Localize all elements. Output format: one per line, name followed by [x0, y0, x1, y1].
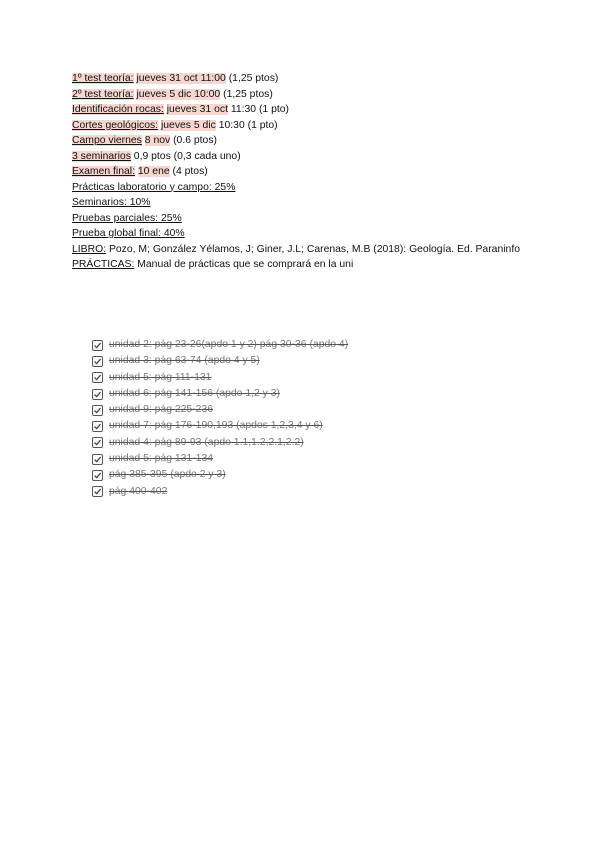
checklist-item: [92, 337, 348, 353]
schedule-label: Examen final:: [72, 166, 135, 177]
schedule-label: Cortes geológicos:: [72, 119, 159, 131]
schedule-rest: 0,9 ptos (0,3 cada uno): [130, 150, 241, 162]
weight-line: Pruebas parciales: 25%: [72, 212, 182, 224]
schedule-rest: 11:30 (1 pto): [227, 104, 290, 115]
checklist-item-text: pág 385-395 (apdo 2 y 3): [109, 469, 226, 481]
schedule-label: 3 seminarios: [72, 150, 131, 162]
checklist-item-text: unidad 4: pág 89-93 (apdo 1.1,1.2,2.1,2.2): [109, 436, 304, 448]
checklist-item: [92, 353, 348, 369]
schedule-date: jueves 5 dic 10:00: [136, 88, 221, 100]
checklist-item-text: unidad 3: pág 63-74 (apdo 4 y 5): [109, 355, 260, 367]
schedule-line: [72, 149, 532, 165]
checkbox-checked-icon[interactable]: [92, 486, 103, 497]
practicas-line: [72, 257, 532, 273]
practicas-text: Manual de prácticas que se comprará en la uni: [134, 259, 354, 270]
schedule-line: [72, 71, 532, 87]
checkbox-checked-icon[interactable]: [92, 437, 103, 448]
schedule-date: jueves 31 oct 11:00: [136, 73, 226, 84]
checkbox-checked-icon[interactable]: [92, 421, 103, 432]
schedule-line: [72, 133, 532, 149]
checklist-item-text: unidad 6: pág 141-156 (apdo 1,2 y 3): [109, 387, 280, 399]
checklist-item: [92, 451, 348, 467]
checklist-item-text: unidad 9: pág 225-236: [109, 404, 213, 416]
checkbox-checked-icon[interactable]: [92, 405, 103, 416]
book-text: Pozo, M; González Yélamos, J; Giner, J.L; Carenas, M.B (2018): Geología. Ed. Paraninfo: [106, 243, 520, 255]
practicas-label: PRÁCTICAS:: [72, 259, 135, 270]
checklist-item-text: unidad 2: pág 23-26(apdo 1 y 2) pág 30-36 (apdo 4): [109, 339, 349, 350]
schedule-label: 2º test teoría:: [72, 88, 134, 100]
schedule-label: Identificación rocas:: [72, 104, 164, 115]
schedule-date: jueves 31 oct: [166, 104, 228, 115]
book-line: [72, 242, 532, 258]
checkbox-checked-icon[interactable]: [92, 389, 103, 400]
schedule-rest: (1,25 ptos): [225, 73, 279, 84]
checkbox-checked-icon[interactable]: [92, 340, 103, 351]
schedule-rest: (0.6 ptos): [170, 135, 217, 146]
weight-line: Prueba global final: 40%: [72, 228, 185, 239]
schedule-line: [72, 102, 532, 118]
checklist-item: [92, 386, 348, 402]
checkbox-checked-icon[interactable]: [92, 454, 103, 465]
checkbox-checked-icon[interactable]: [92, 470, 103, 481]
schedule-rest: (1,25 ptos): [220, 88, 273, 100]
checklist-item-text: unidad 7: pág 176-190,193 (apdos 1,2,3,4 y 6): [109, 420, 323, 432]
schedule-label: Campo viernes: [72, 135, 142, 146]
schedule-label: 1º test teoría:: [72, 73, 134, 84]
schedule-line: [72, 87, 532, 103]
checklist-item-text: unidad 5: pág 131-134: [109, 453, 213, 465]
checklist-item: [92, 370, 348, 386]
weight-line: Seminarios: 10%: [72, 197, 151, 208]
weight-line: Prácticas laboratorio y campo: 25%: [72, 181, 236, 193]
checklist-item: [92, 435, 348, 451]
checklist-item: [92, 402, 348, 418]
checklist-item: [92, 484, 348, 500]
checkbox-checked-icon[interactable]: [92, 356, 103, 367]
schedule-rest: (4 ptos): [169, 166, 208, 177]
checklist-item: [92, 418, 348, 434]
schedule-rest: 10:30 (1 pto): [215, 119, 278, 131]
notes-block: [72, 71, 532, 273]
checklist-item-text: unidad 5: pág 111-131: [109, 371, 212, 383]
schedule-date: 10 ene: [137, 166, 170, 177]
schedule-date: jueves 5 dic: [160, 119, 216, 131]
book-label: LIBRO:: [72, 243, 107, 255]
checklist-item-text: pág 400-402: [109, 485, 168, 497]
schedule-date: 8 nov: [144, 135, 171, 146]
schedule-line: [72, 164, 532, 180]
schedule-line: [72, 118, 532, 134]
checkbox-checked-icon[interactable]: [92, 372, 103, 383]
checklist-item: [92, 467, 348, 483]
checklist: [92, 337, 348, 500]
